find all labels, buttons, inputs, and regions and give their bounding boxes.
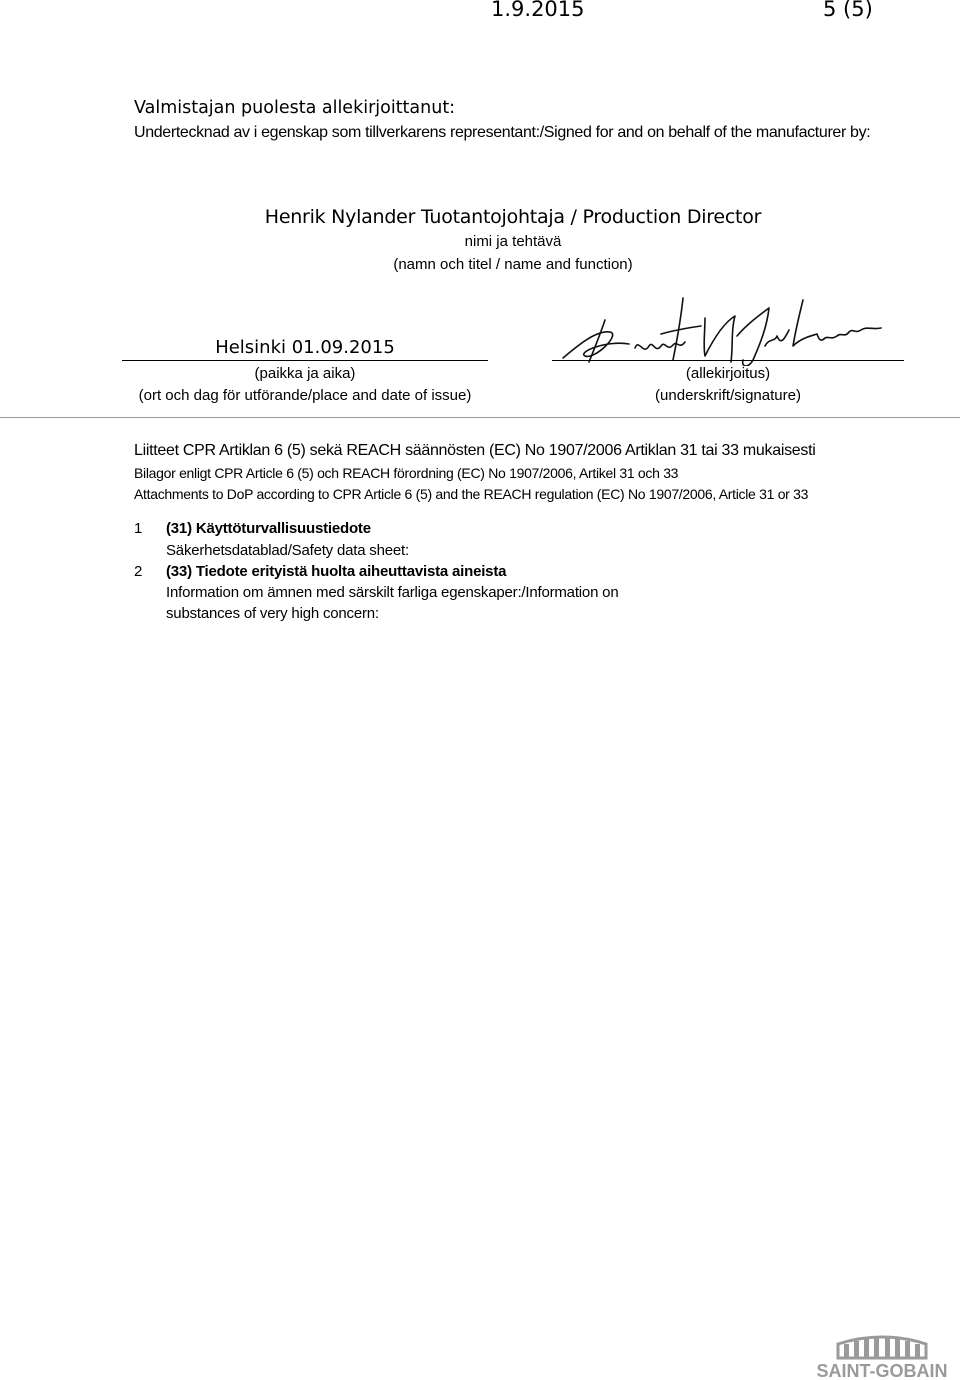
section-divider <box>0 417 960 418</box>
signature-label-sv-en: (underskrift/signature) <box>655 387 801 404</box>
attachments-heading-fi: Liitteet CPR Artiklan 6 (5) sekä REACH säännösten (EC) No 1907/2006 Artiklan 31 tai 33 mukaisesti <box>134 442 816 459</box>
signer-name-title: Henrik Nylander Tuotantojohtaja / Production Director <box>264 206 762 228</box>
signed-by-heading-sv-en: Undertecknad av i egenskap som tillverkarens representant:/Signed for and on behalf of the manufacturer by: <box>134 124 871 141</box>
header-date: 1.9.2015 <box>491 0 585 21</box>
attachment-subtitle: Säkerhetsdatablad/Safety data sheet: <box>166 542 409 559</box>
signed-by-heading-fi: Valmistajan puolesta allekirjoittanut: <box>134 98 456 118</box>
signer-label-sv-en: (namn och titel / name and function) <box>393 256 633 273</box>
place-date-line <box>122 360 488 361</box>
signature-label-fi: (allekirjoitus) <box>685 365 771 382</box>
attachment-subtitle: substances of very high concern: <box>166 605 379 622</box>
place-date-label-sv-en: (ort och dag för utförande/place and date of issue) <box>138 387 472 404</box>
attachments-heading-sv: Bilagor enligt CPR Article 6 (5) och REACH förordning (EC) No 1907/2006, Artikel 31 och 33 <box>134 465 679 481</box>
place-date-value: Helsinki 01.09.2015 <box>215 337 395 358</box>
attachment-title: (33) Tiedote erityistä huolta aiheuttavista aineista <box>166 563 507 580</box>
handwritten-signature <box>555 290 885 366</box>
attachment-subtitle: Information om ämnen med särskilt farliga egenskaper:/Information on <box>166 584 619 601</box>
attachment-number: 1 <box>134 520 143 537</box>
saint-gobain-logo <box>808 1328 956 1380</box>
place-date-label-fi: (paikka ja aika) <box>254 365 356 382</box>
logo-wordmark: SAINT-GOBAIN <box>816 1361 948 1380</box>
attachments-heading-en: Attachments to DoP according to CPR Article 6 (5) and the REACH regulation (EC) No 1907/2006, Article 31 or 33 <box>134 486 809 502</box>
attachment-number: 2 <box>134 563 143 580</box>
page-number: 5 (5) <box>823 0 873 21</box>
attachment-title: (31) Käyttöturvallisuustiedote <box>166 520 371 537</box>
signer-label-fi: nimi ja tehtävä <box>464 233 562 250</box>
signature-line <box>552 360 904 361</box>
